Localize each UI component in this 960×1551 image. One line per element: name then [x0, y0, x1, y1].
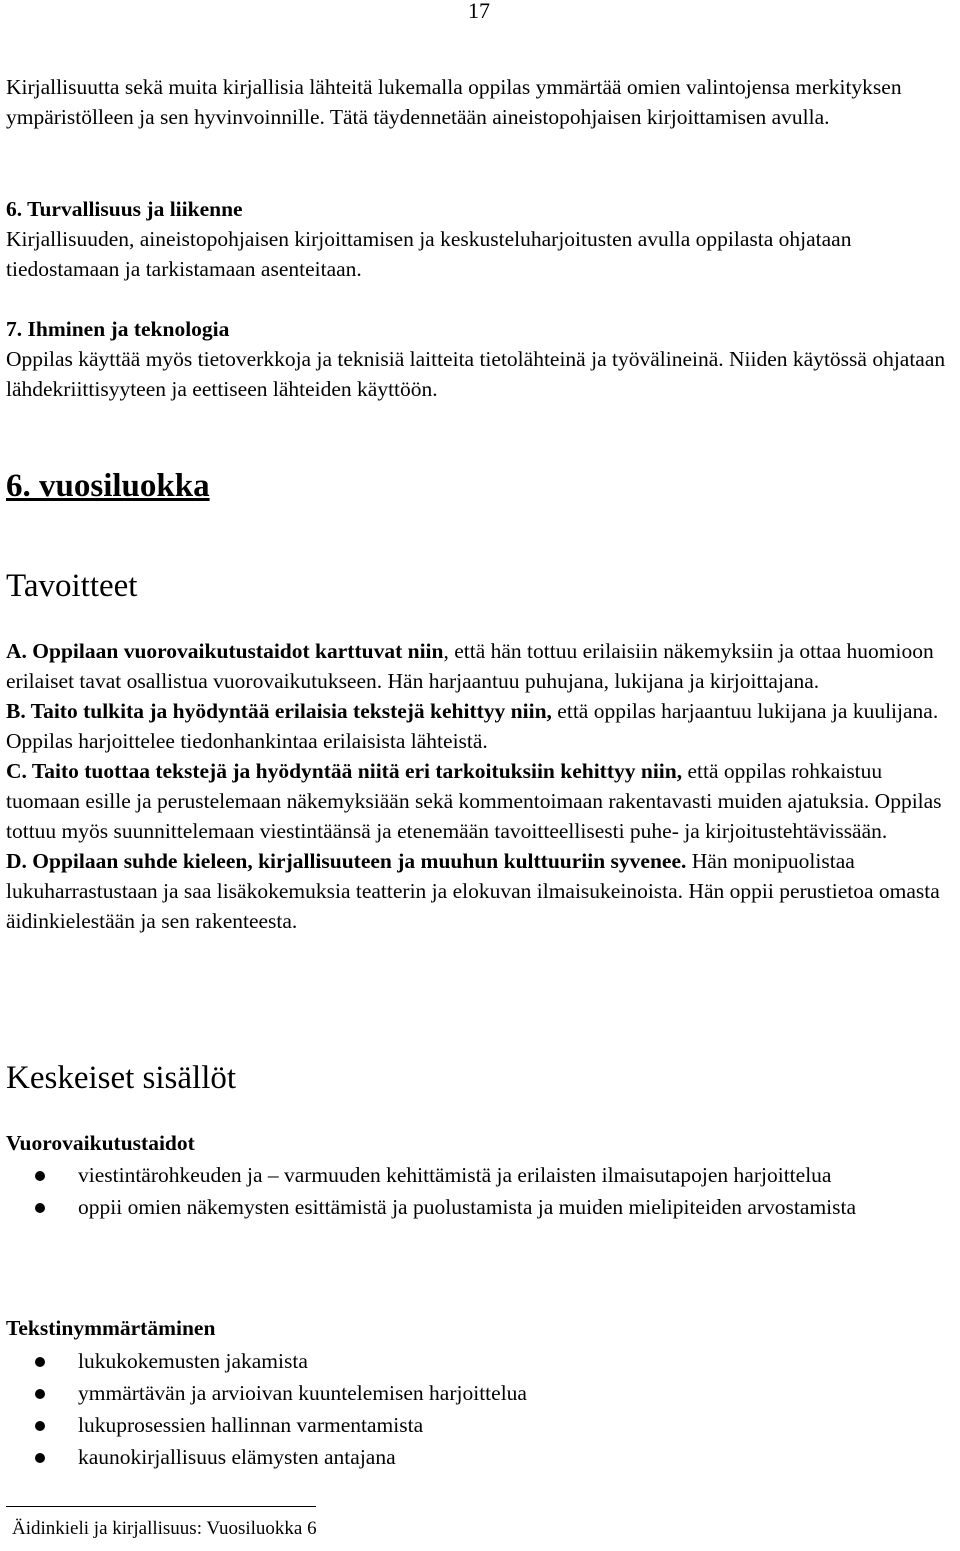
- page-number: 17: [468, 0, 490, 23]
- section-7: [6, 314, 956, 404]
- bullet-icon: [35, 1389, 45, 1399]
- bullet-icon: [35, 1421, 45, 1431]
- intro-text: Kirjallisuutta sekä muita kirjallisia lähteitä lukemalla oppilas ymmärtää omien valintojensa merkityksen ympäristölleen ja sen hyvinvoinnille. Tätä täydennetään aineistopohjaisen kirjoittamisen avulla.: [6, 75, 902, 129]
- goal-b-lead: B. Taito tulkita ja hyödyntää erilaisia tekstejä kehittyy niin,: [6, 699, 552, 723]
- section-7-text: Oppilas käyttää myös tietoverkkoja ja teknisiä laitteita tietolähteinä ja työvälineinä. Niiden käytössä ohjataan lähdekriittisyyteen ja eettiseen lähteiden käyttöön.: [6, 347, 946, 401]
- list-item-text: kaunokirjallisuus elämysten antajana: [78, 1445, 396, 1469]
- section-6: [6, 194, 956, 284]
- footer-text: Äidinkieli ja kirjallisuus: Vuosiluokka 6: [12, 1518, 317, 1539]
- section-6-text: Kirjallisuuden, aineistopohjaisen kirjoittamisen ja keskusteluharjoitusten avulla oppilasta ohjataan tiedostamaan ja tarkistamaan asenteitaan.: [6, 227, 852, 281]
- grade-heading: 6. vuosiluokka: [6, 468, 210, 504]
- goal-a-text: , että hän tottuu erilaisiin näkemyksiin ja ottaa huomioon erilaiset tavat osallistua vuorovaikutukseen. Hän harjaantuu puhujana, lukijana ja kirjoittajana.: [6, 639, 934, 693]
- list-item-text: lukukokemusten jakamista: [78, 1349, 308, 1373]
- list-item-text: lukuprosessien hallinnan varmentamista: [78, 1413, 424, 1437]
- contents-heading: Keskeiset sisällöt: [6, 1060, 237, 1096]
- interaction-list: [0, 1160, 956, 1224]
- list-item: [0, 1346, 956, 1376]
- goal-b: [6, 696, 956, 756]
- list-item-text: ymmärtävän ja arvioivan kuuntelemisen harjoittelua: [78, 1381, 527, 1405]
- section-7-title: 7. Ihminen ja teknologia: [6, 317, 230, 341]
- list-item-text: oppii omien näkemysten esittämistä ja puolustamista ja muiden mielipiteiden arvostamista: [78, 1195, 857, 1219]
- goal-c: [6, 756, 956, 846]
- goal-a-lead: A. Oppilaan vuorovaikutustaidot karttuvat niin: [6, 639, 444, 663]
- goal-d-text: Hän monipuolistaa lukuharrastustaan ja saa lisäkokemuksia teatterin ja elokuvan ilmaisukeinoista. Hän oppii perustietoa omasta äidinkielestään ja sen rakenteesta.: [6, 849, 940, 933]
- bullet-icon: [35, 1203, 45, 1213]
- goal-b-text: että oppilas harjaantuu lukijana ja kuulijana. Oppilas harjoittelee tiedonhankintaa erilaisista lähteistä.: [6, 699, 939, 753]
- section-6-title: 6. Turvallisuus ja liikenne: [6, 197, 243, 221]
- bullet-icon: [35, 1357, 45, 1367]
- goal-d: [6, 846, 956, 936]
- list-item: [0, 1442, 956, 1472]
- goal-c-text: että oppilas rohkaistuu tuomaan esille ja perustelemaan näkemyksiään sekä kommentoimaan rakentavasti muiden ajatuksia. Oppilas tottuu myös suunnittelemaan viestintäänsä ja etenemään tavoitteellisesti puhe- ja kirjoitustehtävissään.: [6, 759, 942, 843]
- comprehension-heading: Tekstinymmärtäminen: [6, 1316, 216, 1340]
- goal-d-lead: D. Oppilaan suhde kieleen, kirjallisuuteen ja muuhun kulttuuriin syvenee.: [6, 849, 687, 873]
- bullet-icon: [35, 1453, 45, 1463]
- goals-heading: Tavoitteet: [6, 568, 138, 604]
- bullet-icon: [35, 1171, 45, 1181]
- goal-a: [6, 636, 956, 696]
- goals-list: [6, 636, 956, 936]
- list-item: [0, 1160, 956, 1190]
- intro-paragraph: [6, 72, 956, 132]
- footer-divider: [6, 1506, 316, 1507]
- goal-c-lead: C. Taito tuottaa tekstejä ja hyödyntää niitä eri tarkoituksiin kehittyy niin,: [6, 759, 683, 783]
- list-item: [0, 1378, 956, 1408]
- list-item: [0, 1192, 956, 1222]
- interaction-heading: Vuorovaikutustaidot: [6, 1131, 195, 1155]
- list-item-text: viestintärohkeuden ja – varmuuden kehittämistä ja erilaisten ilmaisutapojen harjoittelua: [78, 1163, 832, 1187]
- list-item: [0, 1410, 956, 1440]
- comprehension-list: [0, 1346, 956, 1474]
